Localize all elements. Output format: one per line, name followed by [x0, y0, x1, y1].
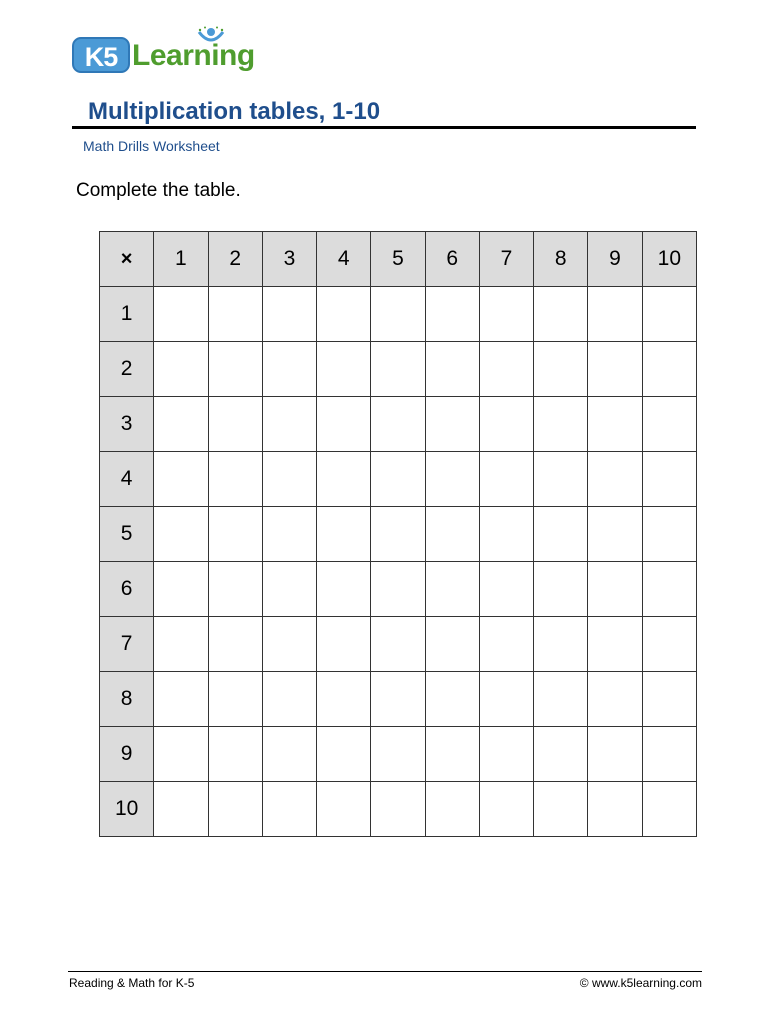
column-header: 7 — [479, 232, 533, 287]
worksheet-subtitle: Math Drills Worksheet — [83, 138, 220, 154]
answer-cell[interactable] — [208, 562, 262, 617]
row-header: 10 — [100, 782, 154, 837]
row-header: 1 — [100, 287, 154, 342]
answer-cell[interactable] — [534, 727, 588, 782]
answer-cell[interactable] — [642, 672, 696, 727]
table-row — [100, 397, 697, 452]
answer-cell[interactable] — [371, 782, 425, 837]
answer-cell[interactable] — [642, 287, 696, 342]
answer-cell[interactable] — [642, 507, 696, 562]
answer-cell[interactable] — [371, 507, 425, 562]
answer-cell[interactable] — [642, 727, 696, 782]
answer-cell[interactable] — [588, 617, 642, 672]
answer-cell[interactable] — [317, 562, 371, 617]
table-row — [100, 782, 697, 837]
answer-cell[interactable] — [371, 617, 425, 672]
answer-cell[interactable] — [588, 507, 642, 562]
answer-cell[interactable] — [479, 287, 533, 342]
answer-cell[interactable] — [425, 562, 479, 617]
answer-cell[interactable] — [642, 397, 696, 452]
logo-wordmark: Learning — [132, 39, 255, 72]
table-row — [100, 727, 697, 782]
instructions: Complete the table. — [76, 180, 241, 201]
answer-cell[interactable] — [262, 452, 316, 507]
answer-cell[interactable] — [371, 672, 425, 727]
answer-cell[interactable] — [208, 342, 262, 397]
answer-cell[interactable] — [208, 727, 262, 782]
answer-cell[interactable] — [262, 672, 316, 727]
column-header: 9 — [588, 232, 642, 287]
answer-cell[interactable] — [534, 287, 588, 342]
logo-badge: K5 — [72, 37, 130, 73]
answer-cell[interactable] — [425, 727, 479, 782]
answer-cell[interactable] — [425, 782, 479, 837]
answer-cell[interactable] — [642, 782, 696, 837]
answer-cell[interactable] — [642, 617, 696, 672]
answer-cell[interactable] — [588, 452, 642, 507]
row-header: 5 — [100, 507, 154, 562]
footer-left-text: Reading & Math for K-5 — [69, 976, 195, 990]
corner-times-symbol: × — [100, 232, 154, 287]
answer-cell[interactable] — [479, 672, 533, 727]
table-row — [100, 672, 697, 727]
answer-cell[interactable] — [262, 287, 316, 342]
answer-cell[interactable] — [371, 397, 425, 452]
answer-cell[interactable] — [425, 617, 479, 672]
row-header: 7 — [100, 617, 154, 672]
answer-cell[interactable] — [371, 727, 425, 782]
answer-cell[interactable] — [317, 727, 371, 782]
table-row — [100, 287, 697, 342]
answer-cell[interactable] — [479, 397, 533, 452]
answer-cell[interactable] — [262, 507, 316, 562]
answer-cell[interactable] — [588, 562, 642, 617]
answer-cell[interactable] — [371, 287, 425, 342]
table-row — [100, 342, 697, 397]
answer-cell[interactable] — [208, 397, 262, 452]
table-header-row — [100, 232, 697, 287]
answer-cell[interactable] — [425, 452, 479, 507]
answer-cell[interactable] — [317, 397, 371, 452]
answer-cell[interactable] — [425, 507, 479, 562]
table-row — [100, 617, 697, 672]
answer-cell[interactable] — [588, 287, 642, 342]
answer-cell[interactable] — [154, 507, 208, 562]
title-rule — [72, 126, 696, 129]
row-header: 8 — [100, 672, 154, 727]
table-row — [100, 452, 697, 507]
answer-cell[interactable] — [479, 727, 533, 782]
answer-cell[interactable] — [588, 782, 642, 837]
column-header: 4 — [317, 232, 371, 287]
answer-cell[interactable] — [642, 452, 696, 507]
answer-cell[interactable] — [262, 782, 316, 837]
answer-cell[interactable] — [154, 727, 208, 782]
page-title: Multiplication tables, 1-10 — [88, 98, 381, 125]
answer-cell[interactable] — [479, 342, 533, 397]
answer-cell[interactable] — [154, 342, 208, 397]
answer-cell[interactable] — [425, 287, 479, 342]
table-row — [100, 562, 697, 617]
answer-cell[interactable] — [317, 287, 371, 342]
answer-cell[interactable] — [534, 672, 588, 727]
answer-cell[interactable] — [588, 727, 642, 782]
answer-cell[interactable] — [262, 727, 316, 782]
row-header: 4 — [100, 452, 154, 507]
row-header: 2 — [100, 342, 154, 397]
answer-cell[interactable] — [208, 782, 262, 837]
answer-cell[interactable] — [534, 617, 588, 672]
answer-cell[interactable] — [317, 617, 371, 672]
answer-cell[interactable] — [154, 672, 208, 727]
answer-cell[interactable] — [371, 562, 425, 617]
row-header: 9 — [100, 727, 154, 782]
answer-cell[interactable] — [317, 452, 371, 507]
answer-cell[interactable] — [534, 342, 588, 397]
answer-cell[interactable] — [208, 617, 262, 672]
answer-cell[interactable] — [479, 617, 533, 672]
column-header: 5 — [371, 232, 425, 287]
answer-cell[interactable] — [208, 287, 262, 342]
answer-cell[interactable] — [154, 562, 208, 617]
multiplication-table — [99, 231, 697, 837]
answer-cell[interactable] — [425, 672, 479, 727]
answer-cell[interactable] — [154, 287, 208, 342]
answer-cell[interactable] — [425, 397, 479, 452]
answer-cell[interactable] — [642, 562, 696, 617]
answer-cell[interactable] — [154, 452, 208, 507]
k5-learning-logo — [70, 26, 270, 80]
answer-cell[interactable] — [371, 342, 425, 397]
column-header: 2 — [208, 232, 262, 287]
answer-cell[interactable] — [262, 397, 316, 452]
answer-cell[interactable] — [534, 507, 588, 562]
answer-cell[interactable] — [371, 452, 425, 507]
column-header: 10 — [642, 232, 696, 287]
answer-cell[interactable] — [588, 342, 642, 397]
answer-cell[interactable] — [588, 672, 642, 727]
answer-cell[interactable] — [154, 617, 208, 672]
answer-cell[interactable] — [208, 507, 262, 562]
answer-cell[interactable] — [479, 507, 533, 562]
column-header: 1 — [154, 232, 208, 287]
answer-cell[interactable] — [262, 617, 316, 672]
answer-cell[interactable] — [588, 397, 642, 452]
answer-cell[interactable] — [479, 452, 533, 507]
logo-person-icon — [196, 26, 226, 48]
row-header: 6 — [100, 562, 154, 617]
column-header: 6 — [425, 232, 479, 287]
answer-cell[interactable] — [262, 562, 316, 617]
answer-cell[interactable] — [317, 507, 371, 562]
answer-cell[interactable] — [317, 342, 371, 397]
answer-cell[interactable] — [479, 562, 533, 617]
answer-cell[interactable] — [534, 452, 588, 507]
answer-cell[interactable] — [154, 782, 208, 837]
answer-cell[interactable] — [154, 397, 208, 452]
answer-cell[interactable] — [642, 342, 696, 397]
answer-cell[interactable] — [317, 782, 371, 837]
answer-cell[interactable] — [425, 342, 479, 397]
answer-cell[interactable] — [317, 672, 371, 727]
column-header: 8 — [534, 232, 588, 287]
answer-cell[interactable] — [208, 452, 262, 507]
footer-rule — [68, 971, 702, 972]
answer-cell[interactable] — [534, 562, 588, 617]
answer-cell[interactable] — [534, 782, 588, 837]
row-header: 3 — [100, 397, 154, 452]
answer-cell[interactable] — [208, 672, 262, 727]
answer-cell[interactable] — [534, 397, 588, 452]
answer-cell[interactable] — [262, 342, 316, 397]
column-header: 3 — [262, 232, 316, 287]
answer-cell[interactable] — [479, 782, 533, 837]
footer-right-text: © www.k5learning.com — [579, 976, 702, 990]
table-row — [100, 507, 697, 562]
